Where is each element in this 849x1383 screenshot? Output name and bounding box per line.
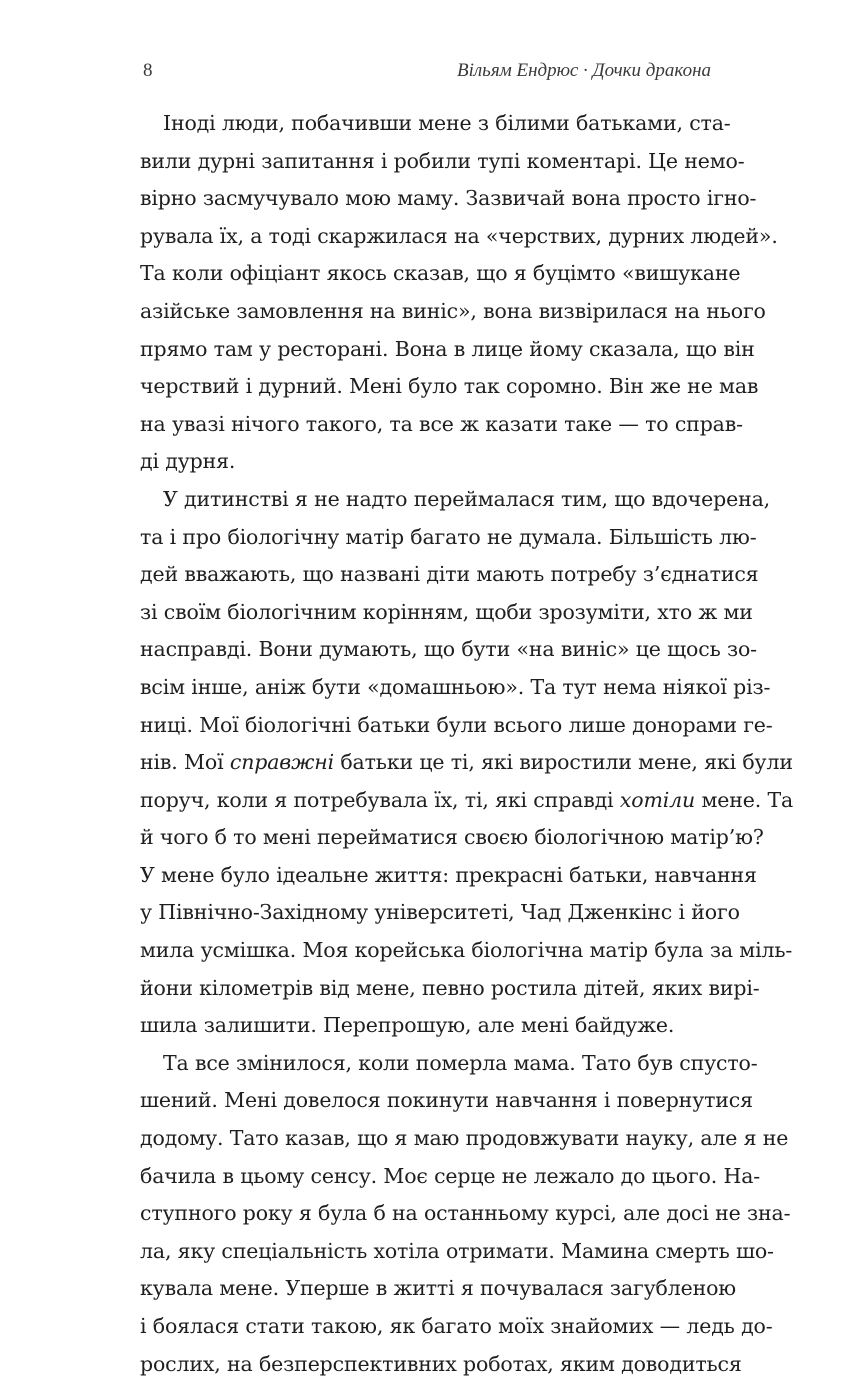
text-line: мила усмішка. Моя корейська біологічна матір була за міль- [140, 938, 793, 963]
page-header [140, 60, 711, 86]
text-segment: поруч, коли я потребувала їх, ті, які справді [140, 787, 620, 812]
text-line: додому. Тато казав, що я маю продовжувати науку, але я не [140, 1126, 789, 1151]
text-line: азійське замовлення на виніс», вона визвірилася на нього [140, 298, 766, 323]
text-line: Іноді люди, побачивши мене з білими батьками, ста- [163, 111, 731, 135]
text-line: шений. Мені довелося покинути навчання і повернутися [140, 1088, 753, 1113]
text-line: у Північно-Західному університеті, Чад Дженкінс і його [140, 900, 740, 925]
text-line: всім інше, аніж бути «домашньою». Та тут нема ніякої різ- [140, 674, 771, 699]
text-line: Та все змінилося, коли померла мама. Тато був спусто- [163, 1050, 758, 1075]
text-line-mixed [140, 782, 794, 820]
text-segment: батьки це ті, які виростили мене, які були [333, 750, 793, 775]
text-line: і боялася стати такою, як багато моїх знайомих — ледь до- [140, 1314, 773, 1338]
text-line: вірно засмучувало мою маму. Зазвичай вона просто ігно- [140, 186, 757, 211]
paragraph-3 [140, 1045, 791, 1383]
text-line: рувала їх, а тоді скаржилася на «черствих, дурних людей». [140, 223, 778, 248]
paragraph-1 [140, 105, 778, 481]
text-segment: мене. Та [695, 787, 794, 812]
text-line: на увазі нічого такого, та все ж казати таке — то справ- [140, 411, 743, 436]
text-line: прямо там у ресторані. Вона в лице йому сказала, що він [140, 336, 755, 361]
text-line: дей вважають, що названі діти мають потребу з’єднатися [140, 562, 759, 587]
text-line: У дитинстві я не надто переймалася тим, що вдочерена, [163, 486, 771, 511]
text-line: Та коли офіціант якось сказав, що я буцімто «вишукане [140, 261, 741, 286]
text-line: насправді. Вони думають, що бути «на виніс» це щось зо- [140, 637, 757, 662]
text-line: ступного року я була б на останньому курсі, але досі не зна- [140, 1201, 791, 1226]
text-line: рослих, на безперспективних роботах, яким доводиться [140, 1351, 742, 1376]
text-line: зі своїм біологічним корінням, щоби зрозуміти, хто ж ми [140, 599, 753, 624]
text-line: черствий і дурний. Мені було так соромно. Він же не мав [140, 374, 759, 399]
text-line: У мене було ідеальне життя: прекрасні батьки, навчання [140, 862, 757, 887]
running-title: Вільям Ендрюс · Дочки дракона [457, 60, 711, 81]
text-line: ниці. Мої біологічні батьки були всього лише донорами ге- [140, 712, 773, 737]
text-line: йони кілометрів від мене, певно ростила дітей, яких вирі- [140, 975, 760, 1000]
text-line: й чого б то мені перейматися своєю біологічною матір’ю? [140, 825, 764, 850]
text-line: бачила в цьому сенсу. Моє серце не лежало до цього. На- [140, 1163, 761, 1188]
emphasis-text: справжні [229, 750, 334, 775]
text-line: та і про біологічну матір багато не думала. Більшість лю- [140, 524, 757, 549]
text-line: ді дурня. [140, 449, 236, 474]
text-line: шила залишити. Перепрошую, але мені байдуже. [140, 1013, 675, 1038]
paragraph-2 [140, 481, 794, 1045]
text-line: кувала мене. Уперше в житті я почувалася загубленою [140, 1276, 736, 1301]
emphasis-text: хотіли [619, 787, 696, 812]
text-line-mixed [140, 744, 793, 782]
text-segment: нів. Мої [140, 750, 230, 775]
text-line: ла, яку спеціальність хотіла отримати. Мамина смерть шо- [140, 1238, 774, 1263]
page-number: 8 [143, 60, 153, 81]
body-text [140, 105, 794, 1383]
text-line: вили дурні запитання і робили тупі коментарі. Це немо- [140, 148, 745, 173]
